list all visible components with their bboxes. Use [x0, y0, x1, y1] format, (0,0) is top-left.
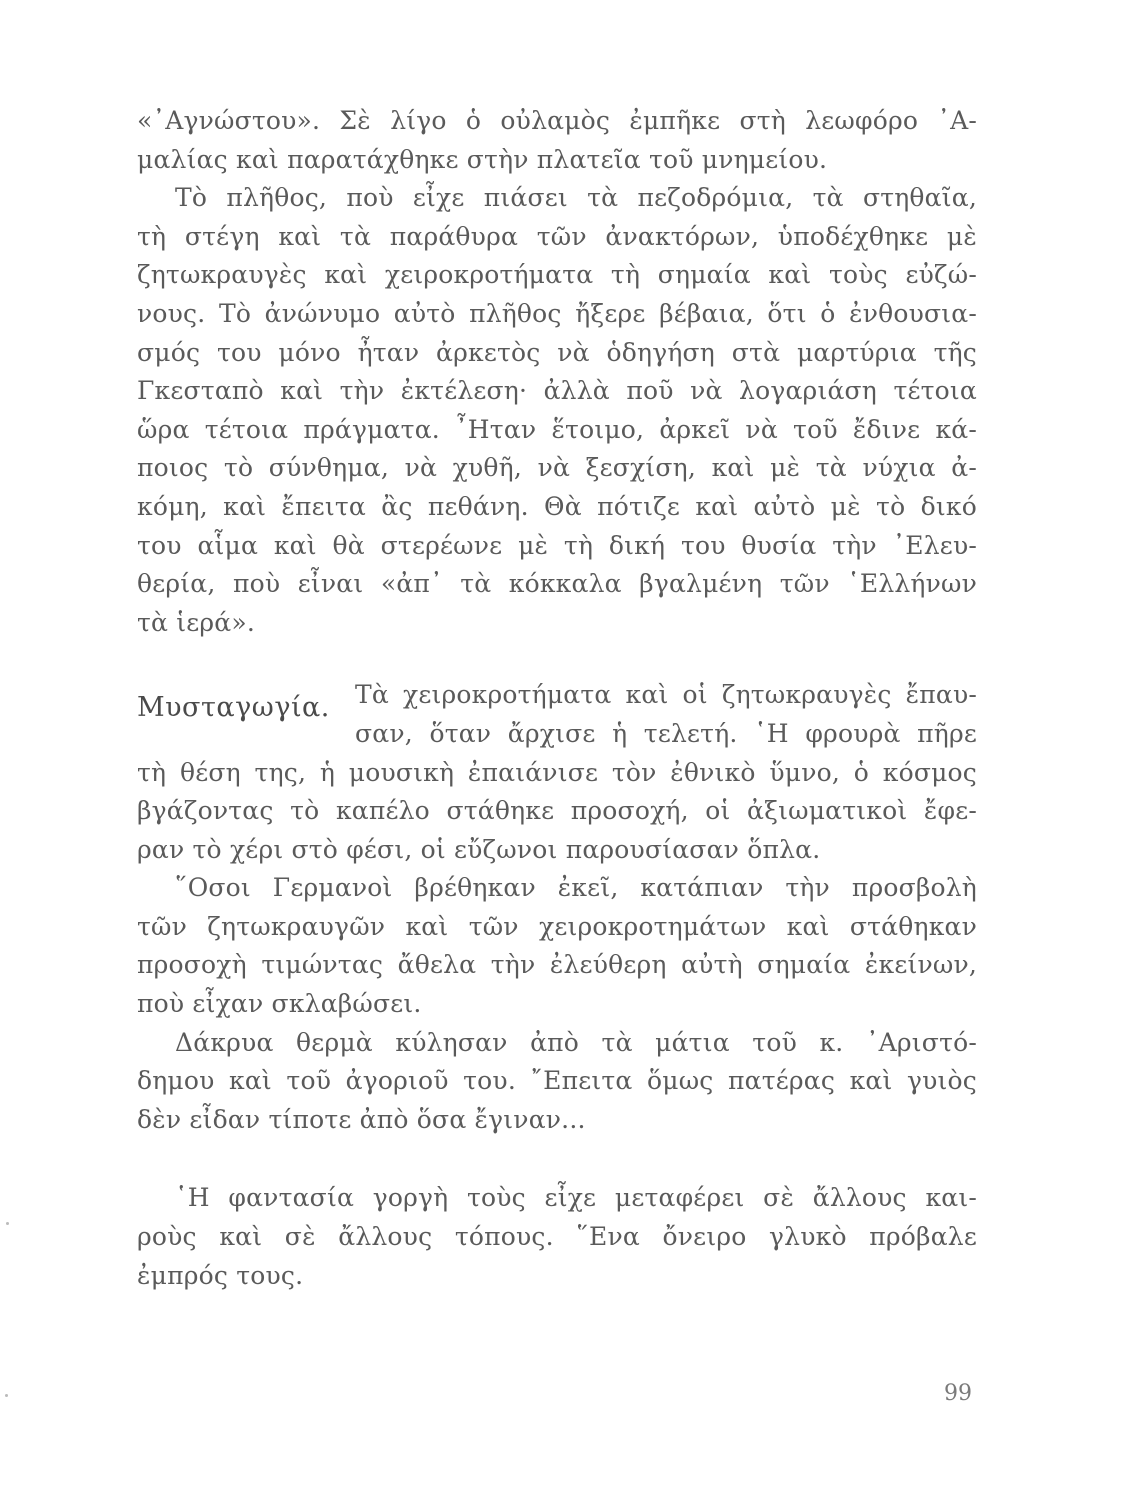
text-line: ὥρα τέτοια πράγματα. ῏Ηταν ἕτοιμο, ἀρκεῖ νὰ τοῦ ἔδινε κά-	[137, 414, 977, 444]
section-heading: Μυσταγωγία.	[137, 692, 330, 724]
text-line: τὴ στέγη καὶ τὰ παράθυρα τῶν ἀνακτόρων, ὑποδέχθηκε μὲ	[137, 221, 977, 251]
text-line: κόμη, καὶ ἔπειτα ἂς πεθάνη. Θὰ πότιζε καὶ αὐτὸ μὲ τὸ δικό	[137, 491, 977, 521]
text-line: Τὰ χειροκροτήματα καὶ οἱ ζητωκραυγὲς ἔπαυ-	[355, 680, 977, 710]
text-line: δὲν εἶδαν τίποτε ἀπὸ ὅσα ἔγιναν...	[137, 1104, 586, 1134]
text-line: βγάζοντας τὸ καπέλο στάθηκε προσοχή, οἱ ἀξιωματικοὶ ἔφε-	[137, 796, 977, 826]
page-number: 99	[944, 1381, 972, 1406]
text-line: ποιος τὸ σύνθημα, νὰ χυθῆ, νὰ ξεσχίση, καὶ μὲ τὰ νύχια ἀ-	[137, 453, 977, 483]
page-body	[137, 102, 977, 1295]
text-line: ῞Οσοι Γερμανοὶ βρέθηκαν ἐκεῖ, κατάπιαν τὴν προσβολὴ	[175, 873, 977, 903]
paragraph-2	[137, 179, 977, 642]
text-line: «᾿Αγνώστου». Σὲ λίγο ὁ οὐλαμὸς ἐμπῆκε στὴ λεωφόρο ᾿Α-	[137, 106, 977, 135]
text-line: νους. Τὸ ἀνώνυμο αὐτὸ πλῆθος ἤξερε βέβαια, ὅτι ὁ ἐνθουσια-	[137, 298, 977, 328]
scan-speck	[6, 1222, 9, 1225]
text-line: ῾Η φαντασία γοργὴ τοὺς εἶχε μεταφέρει σὲ ἄλλους και-	[175, 1183, 977, 1213]
text-line: Τὸ πλῆθος, ποὺ εἶχε πιάσει τὰ πεζοδρόμια, τὰ στηθαῖα,	[175, 183, 977, 213]
text-line: ροὺς καὶ σὲ ἄλλους τόπους. ῞Ενα ὄνειρο γλυκὸ πρόβαλε	[137, 1222, 977, 1252]
text-line: του αἷμα καὶ θὰ στερέωνε μὲ τὴ δική του θυσία τὴν ᾿Ελευ-	[137, 530, 977, 560]
text-line: ποὺ εἶχαν σκλαβώσει.	[137, 989, 422, 1019]
text-line: ζητωκραυγὲς καὶ χειροκροτήματα τὴ σημαία καὶ τοὺς εὐζώ-	[137, 260, 977, 290]
paragraph-6	[137, 1179, 977, 1295]
text-line: σμός του μόνο ἦταν ἀρκετὸς νὰ ὁδηγήση στὰ μαρτύρια τῆς	[137, 337, 977, 367]
section-mystagogy	[137, 676, 977, 869]
text-line: Δάκρυα θερμὰ κύλησαν ἀπὸ τὰ μάτια τοῦ κ. ᾿Αριστό-	[175, 1027, 977, 1057]
text-line: δημου καὶ τοῦ ἀγοριοῦ του. ῎Επειτα ὅμως πατέρας καὶ γυιὸς	[137, 1066, 977, 1096]
scan-speck	[5, 1394, 8, 1397]
text-line: τὴ θέση της, ἡ μουσικὴ ἐπαιάνισε τὸν ἐθνικὸ ὕμνο, ὁ κόσμος	[137, 757, 977, 787]
text-line: τῶν ζητωκραυγῶν καὶ τῶν χειροκροτημάτων καὶ στάθηκαν	[137, 911, 977, 941]
paragraph-5	[137, 1024, 977, 1140]
text-line: ραν τὸ χέρι στὸ φέσι, οἱ εὔζωνοι παρουσίασαν ὅπλα.	[137, 834, 821, 864]
text-line: προσοχὴ τιμώντας ἄθελα τὴν ἐλεύθερη αὐτὴ σημαία ἐκείνων,	[137, 950, 977, 980]
text-line: σαν, ὅταν ἄρχισε ἡ τελετή. ῾Η φρουρὰ πῆρε	[355, 718, 977, 748]
text-line: θερία, ποὺ εἶναι «ἀπ᾿ τὰ κόκκαλα βγαλμένη τῶν ῾Ελλήνων	[137, 569, 977, 599]
paragraph-1	[137, 102, 977, 179]
paragraph-4	[137, 869, 977, 1023]
text-line: τὰ ἱερά».	[137, 607, 256, 637]
section-heading-row	[137, 676, 977, 724]
text-line: Γκεσταπὸ καὶ τὴν ἐκτέλεση· ἀλλὰ ποῦ νὰ λογαριάση τέτοια	[137, 376, 977, 406]
text-line: ἐμπρός τους.	[137, 1260, 304, 1290]
text-line: μαλίας καὶ παρατάχθηκε στὴν πλατεῖα τοῦ μνημείου.	[137, 144, 828, 174]
